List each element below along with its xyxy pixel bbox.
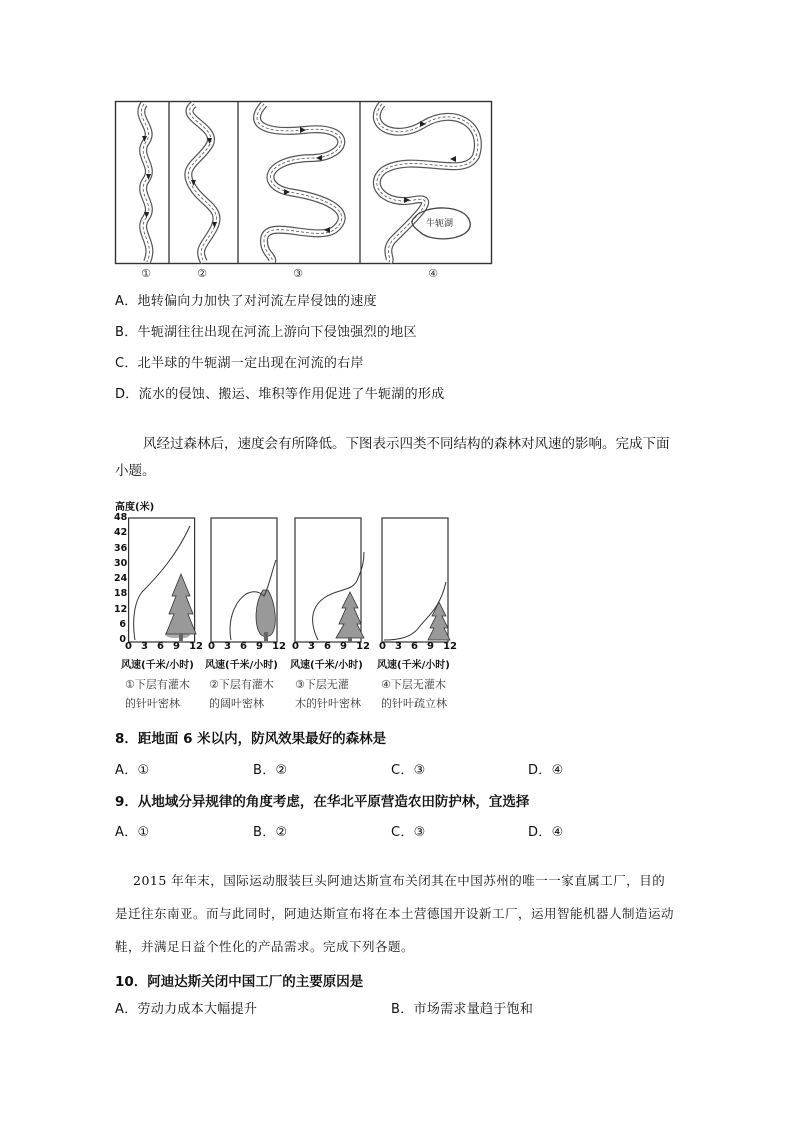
panel-label-3: ③ — [293, 267, 303, 280]
caption-3 — [295, 675, 361, 713]
xtick: 3 — [308, 641, 315, 652]
xtick: 12 — [272, 641, 286, 652]
ytick: 48 — [114, 512, 128, 523]
ytick: 24 — [114, 573, 128, 585]
xtick: 9 — [173, 641, 181, 652]
xtick: 6 — [157, 641, 164, 652]
caption-2 — [209, 675, 274, 713]
caption-1 — [125, 675, 190, 713]
xticks-panel-2 — [208, 641, 286, 652]
xlabel-panel-4: 风速(千米/小时) — [377, 660, 450, 671]
xtick: 6 — [240, 641, 247, 652]
xtick: 3 — [141, 641, 148, 652]
xtick: 3 — [224, 641, 231, 652]
conifer-tree-4 — [428, 602, 450, 640]
caption-4 — [381, 675, 447, 713]
q7-option-b: B．牛轭湖往往出现在河流上游向下侵蚀强烈的地区 — [115, 325, 417, 340]
q8-option-b: B．② — [253, 763, 288, 778]
ytick: 30 — [114, 557, 128, 569]
panel-4-content — [384, 582, 450, 640]
xtick: 12 — [443, 641, 457, 652]
caption-line: 木的针叶密林 — [295, 697, 361, 710]
forest-wind-chart — [128, 512, 463, 646]
xtick: 0 — [125, 641, 132, 652]
q9-stem: 9．从地域分异规律的角度考虑，在华北平原营造农田防护林，宜选择 — [115, 794, 530, 810]
q7-option-a: A．地转偏向力加快了对河流左岸侵蚀的速度 — [115, 294, 377, 309]
xlabel-panel-2: 风速(千米/小时) — [205, 660, 278, 671]
adidas-intro: 2015 年年末，国际运动服装巨头阿迪达斯宣布关闭其在中国苏州的唯一一家直属工厂，目的是迁往东南亚。而与此同时，阿迪达斯宣布将在本土营德国开设新工厂，运用智能机器人制造运动鞋，并满足日益个性化的产品需求。完成下列各题。 — [115, 873, 675, 954]
q10-option-a: A．劳动力成本大幅提升 — [115, 1002, 258, 1017]
q9-option-a: A．① — [115, 825, 150, 840]
xticks-panel-4 — [379, 641, 457, 652]
chart-yticks — [114, 512, 126, 650]
xlabel-panel-3: 风速(千米/小时) — [290, 660, 363, 671]
q9-option-d: D．④ — [528, 825, 564, 840]
q9-option-b: B．② — [253, 825, 288, 840]
river-meander-figure — [114, 96, 496, 282]
xtick: 12 — [189, 641, 203, 652]
panel-2-content — [230, 560, 276, 641]
xtick: 6 — [324, 641, 331, 652]
panel-1-content — [134, 526, 196, 641]
caption-line: 的针叶疏立林 — [381, 697, 447, 710]
xtick: 9 — [340, 641, 348, 652]
panel-label-4: ④ — [428, 267, 438, 280]
panel-label-1: ① — [141, 267, 151, 280]
xlabel-panel-1: 风速(千米/小时) — [121, 660, 194, 671]
xtick: 3 — [395, 641, 402, 652]
q9-option-c: C．③ — [391, 825, 426, 840]
ytick: 0 — [119, 634, 126, 646]
xtick: 9 — [427, 641, 435, 652]
panel-label-2: ② — [197, 267, 207, 280]
ytick: 18 — [114, 588, 128, 600]
ytick: 42 — [114, 527, 128, 539]
caption-line: 的针叶密林 — [125, 697, 180, 710]
q8-option-c: C．③ — [391, 763, 426, 778]
q8-option-a: A．① — [115, 763, 150, 778]
ytick: 36 — [114, 542, 128, 554]
xtick: 9 — [256, 641, 264, 652]
q7-option-c: C．北半球的牛轭湖一定出现在河流的右岸 — [115, 356, 364, 371]
chart-ylabel: 高度(米) — [115, 502, 155, 513]
panel-3-content — [313, 552, 364, 642]
q8-option-d: D．④ — [528, 763, 564, 778]
xtick: 12 — [356, 641, 370, 652]
q7-option-d: D．流水的侵蚀、搬运、堆积等作用促进了牛轭湖的形成 — [115, 387, 445, 402]
ytick: 6 — [119, 619, 126, 631]
ytick: 12 — [114, 603, 128, 615]
caption-line: ②下层有灌木 — [209, 678, 274, 691]
caption-line: ①下层有灌木 — [125, 678, 190, 691]
q10-stem: 10．阿迪达斯关闭中国工厂的主要原因是 — [115, 974, 364, 990]
q10-option-b: B．市场需求量趋于饱和 — [391, 1002, 534, 1017]
caption-line: ④下层无灌木 — [381, 678, 446, 691]
xtick: 0 — [292, 641, 299, 652]
xtick: 0 — [208, 641, 215, 652]
caption-line: ③下层无灌 — [295, 678, 349, 691]
xtick: 0 — [379, 641, 386, 652]
conifer-tree-3 — [336, 592, 364, 638]
oxbow-lake-label: 牛轭湖 — [426, 219, 454, 229]
broadleaf-tree — [256, 590, 275, 637]
conifer-tree-1 — [166, 574, 196, 634]
forest-intro: 风经过森林后，速度会有所降低。下图表示四类不同结构的森林对风速的影响。完成下面小题。 — [115, 436, 670, 479]
caption-line: 的阔叶密林 — [209, 697, 264, 710]
q8-stem: 8．距地面 6 米以内，防风效果最好的森林是 — [115, 731, 387, 747]
xtick: 6 — [411, 641, 418, 652]
xticks-panel-3 — [292, 641, 370, 652]
xticks-panel-1 — [125, 641, 203, 652]
